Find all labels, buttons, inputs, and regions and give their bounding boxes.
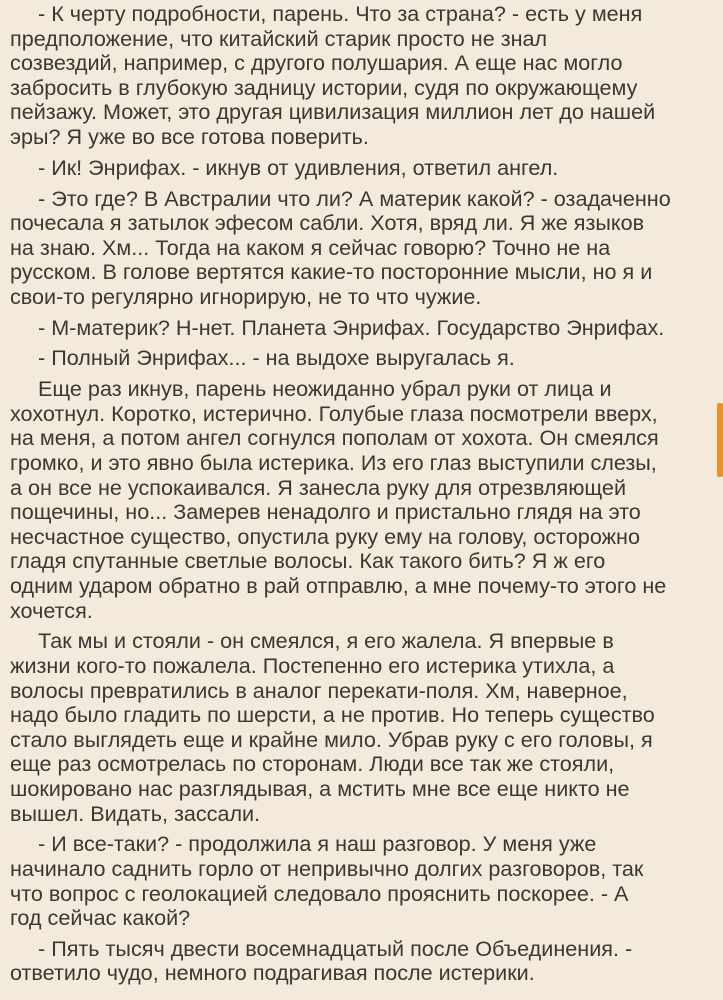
paragraph: Так мы и стояли - он смеялся, я его жалела. Я впервые в жизни кого-то пожалела. Постепенно его истерика утихла, а волосы превратились в аналог перекати-поля. Хм, наверное, надо было гладить по шерсти, а не против. Но теперь существо стало выглядеть еще и крайне мило. Убрав руку с его головы, я еще раз осмотрелась по сторонам. Люди все так же стояли, шокировано нас разглядывая, а мстить мне все еще никто не вышел. Видать, зассали. xyxy=(10,628,655,826)
paragraph: - И все-таки? - продолжила я наш разговор. У меня уже начинало саднить горло от непривычно долгих разговоров, так что вопрос с геолокацией следовало прояснить поскорее. - А год сейчас какой? xyxy=(10,831,644,931)
scrollbar-thumb[interactable] xyxy=(717,403,723,477)
paragraph: - Это где? В Австралии что ли? А материк какой? - озадаченно почесала я затылок эфесом сабли. Хотя, вряд ли. Я же языков на знаю. Хм... Тогда на каком я сейчас говорю? Точно не на русском. В голове вертятся какие-то посторонние мысли, но я и свои-то регулярно игнорирую, не то что чужие. xyxy=(10,185,671,309)
paragraph: - М-материк? Н-нет. Планета Энрифах. Государство Энрифах. xyxy=(38,314,665,340)
paragraph: - К черту подробности, парень. Что за страна? - есть у меня предположение, что китайский старик просто не знал созвездий, например, с другого полушария. А еще нас могло забросить в глубокую задницу истории, судя по окружающему пейзажу. Может, это другая цивилизация миллион лет до нашей эры? Я уже во все готова поверить. xyxy=(10,1,656,149)
paragraph: - Полный Энрифах... - на выдохе выругалась я. xyxy=(38,345,515,371)
paragraph: - Ик! Энрифах. - икнув от удивления, ответил ангел. xyxy=(38,154,559,180)
paragraph: Еще раз икнув, парень неожиданно убрал руки от лица и хохотнул. Коротко, истерично. Голубые глаза посмотрели вверх, на меня, а потом ангел согнулся пополам от хохота. Он смеялся громко, и это явно была истерика. Из его глаз выступили слезы, а он все не успокаивался. Я занесла руку для отрезвляющей пощечины, но... Замерев ненадолго и пристально глядя на это несчастное существо, опустила руку ему на голову, осторожно гладя спутанные светлые волосы. Как такого бить? Я ж его одним ударом обратно в рай отправлю, а мне почему-то этого не хочется. xyxy=(10,376,667,623)
paragraph: - Пять тысяч двести восемнадцатый после Объединения. - ответило чудо, немного подрагивая после истерики. xyxy=(10,935,633,986)
